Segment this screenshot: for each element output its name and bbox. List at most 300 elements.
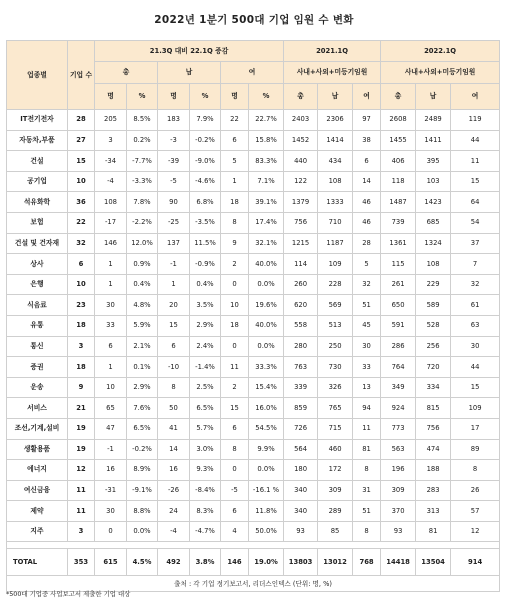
y2021-total: 763 xyxy=(284,357,318,378)
y2021-female: 5 xyxy=(353,254,381,275)
y2022-female: 61 xyxy=(451,295,500,316)
y2021-male: 1187 xyxy=(318,233,353,254)
company-count-cell: 11 xyxy=(68,480,95,501)
change-male-pct: -1.4% xyxy=(190,357,221,378)
y2021-male: 85 xyxy=(318,521,353,542)
industry-cell: 건설 및 건자재 xyxy=(7,233,68,254)
change-male-pct: 5.7% xyxy=(190,418,221,439)
y2022-male: 1423 xyxy=(416,192,451,213)
y2021-male: 289 xyxy=(318,501,353,522)
table-body xyxy=(7,110,500,542)
company-count-cell: 21 xyxy=(68,398,95,419)
y2021-total: 280 xyxy=(284,336,318,357)
table-row xyxy=(7,480,500,501)
change-female-count: 18 xyxy=(221,315,249,336)
y2022-male: 283 xyxy=(416,480,451,501)
y2021-female: 38 xyxy=(353,130,381,151)
y2022-male: 720 xyxy=(416,357,451,378)
change-female-pct: 7.1% xyxy=(249,171,284,192)
industry-cell: 여신금융 xyxy=(7,480,68,501)
y2021-female: 32 xyxy=(353,274,381,295)
change-female-count: 0 xyxy=(221,336,249,357)
change-female-pct: 54.5% xyxy=(249,418,284,439)
y2022-total: 309 xyxy=(381,480,416,501)
change-female-count: 8 xyxy=(221,212,249,233)
table-row xyxy=(7,192,500,213)
industry-cell: 통신 xyxy=(7,336,68,357)
y2022-female: 15 xyxy=(451,377,500,398)
change-female-count: 18 xyxy=(221,192,249,213)
change-total-pct: 6.5% xyxy=(127,418,158,439)
y2021-total: 340 xyxy=(284,501,318,522)
y2022-male: 474 xyxy=(416,439,451,460)
change-male-count: -3 xyxy=(158,130,190,151)
change-male-pct: 6.8% xyxy=(190,192,221,213)
change-total-pct: 8.5% xyxy=(127,110,158,131)
change-male-pct: 2.4% xyxy=(190,336,221,357)
change-male-pct: 8.3% xyxy=(190,501,221,522)
y2021-total: 339 xyxy=(284,377,318,398)
industry-cell: 자동차,부품 xyxy=(7,130,68,151)
y2022-male: 528 xyxy=(416,315,451,336)
y2022-female: 64 xyxy=(451,192,500,213)
y2021-male: 715 xyxy=(318,418,353,439)
industry-cell: 석유화학 xyxy=(7,192,68,213)
year-2022-sub-header: 사내+사외+미등기임원 xyxy=(381,62,500,84)
y2022-total: 764 xyxy=(381,357,416,378)
total-2021-total: 13803 xyxy=(284,549,318,576)
y2022-male: 1324 xyxy=(416,233,451,254)
y2021-female: 51 xyxy=(353,501,381,522)
change-male-count: 20 xyxy=(158,295,190,316)
change-total-pct: 4.8% xyxy=(127,295,158,316)
table-row xyxy=(7,151,500,172)
total-male-change-count: 492 xyxy=(158,549,190,576)
table-row xyxy=(7,233,500,254)
y2022-male: 815 xyxy=(416,398,451,419)
change-female-count: 15 xyxy=(221,398,249,419)
y2022-total: 2608 xyxy=(381,110,416,131)
change-female-pct: 16.0% xyxy=(249,398,284,419)
company-count-cell: 18 xyxy=(68,315,95,336)
industry-cell: 생활용품 xyxy=(7,439,68,460)
change-total-pct: 0.0% xyxy=(127,521,158,542)
executive-table xyxy=(6,40,500,592)
y2022-total: 286 xyxy=(381,336,416,357)
company-count-cell: 10 xyxy=(68,171,95,192)
change-male-count: 14 xyxy=(158,439,190,460)
industry-cell: IT전기전자 xyxy=(7,110,68,131)
y2021-male: 1414 xyxy=(318,130,353,151)
change-group-header: 21.3Q 대비 22.1Q 증감 xyxy=(95,41,284,62)
company-count-cell: 28 xyxy=(68,110,95,131)
table-row xyxy=(7,418,500,439)
y2022-total: 1487 xyxy=(381,192,416,213)
y2022-total: 650 xyxy=(381,295,416,316)
industry-cell: 상사 xyxy=(7,254,68,275)
change-total-pct: -0.2% xyxy=(127,439,158,460)
spacer-cell xyxy=(7,542,500,549)
change-total-count: 10 xyxy=(95,377,127,398)
total-change-count: 615 xyxy=(95,549,127,576)
y2022-total: 93 xyxy=(381,521,416,542)
change-total-pct: 8.8% xyxy=(127,501,158,522)
change-total-count: 1 xyxy=(95,357,127,378)
y2021-total: 1215 xyxy=(284,233,318,254)
change-male-pct: 9.3% xyxy=(190,460,221,481)
y2021-male: 460 xyxy=(318,439,353,460)
y2022-female: 30 xyxy=(451,336,500,357)
col-male-pct: % xyxy=(190,84,221,110)
total-male-change-pct: 3.8% xyxy=(190,549,221,576)
change-total-count: -34 xyxy=(95,151,127,172)
y2022-male: 81 xyxy=(416,521,451,542)
change-male-count: -26 xyxy=(158,480,190,501)
y2021-female: 14 xyxy=(353,171,381,192)
change-male-pct: -3.5% xyxy=(190,212,221,233)
change-female-count: 9 xyxy=(221,233,249,254)
y2022-female: 11 xyxy=(451,151,500,172)
change-male-pct: 0.4% xyxy=(190,274,221,295)
table-row xyxy=(7,501,500,522)
table-row xyxy=(7,357,500,378)
y2022-male: 756 xyxy=(416,418,451,439)
y2022-male: 395 xyxy=(416,151,451,172)
change-total-count: 205 xyxy=(95,110,127,131)
y2022-female: 119 xyxy=(451,110,500,131)
y2021-female: 45 xyxy=(353,315,381,336)
change-total-count: 1 xyxy=(95,274,127,295)
y2022-female: 17 xyxy=(451,418,500,439)
y2022-male: 313 xyxy=(416,501,451,522)
footnote: *500대 기업중 사업보고서 제출한 기업 대상 xyxy=(6,590,131,598)
change-female-pct: 83.3% xyxy=(249,151,284,172)
table-row xyxy=(7,439,500,460)
y2022-male: 188 xyxy=(416,460,451,481)
y2022-male: 229 xyxy=(416,274,451,295)
y2022-female: 12 xyxy=(451,521,500,542)
change-female-pct: 9.9% xyxy=(249,439,284,460)
change-male-count: 15 xyxy=(158,315,190,336)
change-female-header: 여 xyxy=(221,62,284,84)
y2022-female: 109 xyxy=(451,398,500,419)
y2022-female: 7 xyxy=(451,254,500,275)
y2021-male: 108 xyxy=(318,171,353,192)
company-count-cell: 11 xyxy=(68,501,95,522)
change-female-count: 10 xyxy=(221,295,249,316)
change-total-count: -4 xyxy=(95,171,127,192)
col-2021-total: 총 xyxy=(284,84,318,110)
change-total-count: 47 xyxy=(95,418,127,439)
col-total-count: 명 xyxy=(95,84,127,110)
y2021-total: 114 xyxy=(284,254,318,275)
y2021-total: 756 xyxy=(284,212,318,233)
col-total-pct: % xyxy=(127,84,158,110)
company-count-cell: 15 xyxy=(68,151,95,172)
company-count-cell: 12 xyxy=(68,460,95,481)
change-female-count: 4 xyxy=(221,521,249,542)
change-female-pct: 22.7% xyxy=(249,110,284,131)
y2021-female: 8 xyxy=(353,521,381,542)
page-title: 2022년 1분기 500대 기업 임원 수 변화 xyxy=(154,14,354,26)
change-female-pct: 0.0% xyxy=(249,274,284,295)
y2021-male: 172 xyxy=(318,460,353,481)
col-2022-total: 총 xyxy=(381,84,416,110)
y2022-female: 57 xyxy=(451,501,500,522)
y2021-female: 13 xyxy=(353,377,381,398)
change-male-pct: -8.4% xyxy=(190,480,221,501)
change-male-count: 183 xyxy=(158,110,190,131)
change-total-pct: 0.1% xyxy=(127,357,158,378)
change-male-count: 16 xyxy=(158,460,190,481)
change-male-count: 50 xyxy=(158,398,190,419)
change-female-pct: 32.1% xyxy=(249,233,284,254)
y2021-male: 434 xyxy=(318,151,353,172)
industry-cell: 은행 xyxy=(7,274,68,295)
y2022-total: 924 xyxy=(381,398,416,419)
y2022-female: 44 xyxy=(451,357,500,378)
change-female-pct: 33.3% xyxy=(249,357,284,378)
company-count-cell: 10 xyxy=(68,274,95,295)
change-total-pct: 7.6% xyxy=(127,398,158,419)
total-2021-male: 13012 xyxy=(318,549,353,576)
y2021-female: 28 xyxy=(353,233,381,254)
change-total-count: 1 xyxy=(95,254,127,275)
y2021-total: 93 xyxy=(284,521,318,542)
y2022-total: 1361 xyxy=(381,233,416,254)
y2022-male: 2489 xyxy=(416,110,451,131)
change-female-count: 0 xyxy=(221,460,249,481)
change-female-count: 6 xyxy=(221,418,249,439)
change-female-pct: 15.4% xyxy=(249,377,284,398)
change-male-pct: 11.5% xyxy=(190,233,221,254)
y2021-male: 765 xyxy=(318,398,353,419)
y2021-male: 710 xyxy=(318,212,353,233)
change-total-pct: 7.8% xyxy=(127,192,158,213)
company-count-header: 기업 수 xyxy=(68,41,95,110)
y2021-female: 46 xyxy=(353,212,381,233)
change-male-count: -4 xyxy=(158,521,190,542)
y2022-total: 118 xyxy=(381,171,416,192)
col-2022-female: 여 xyxy=(451,84,500,110)
y2021-total: 340 xyxy=(284,480,318,501)
total-row xyxy=(7,549,500,576)
total-2021-female: 768 xyxy=(353,549,381,576)
company-count-cell: 18 xyxy=(68,357,95,378)
change-total-count: 65 xyxy=(95,398,127,419)
y2021-total: 1452 xyxy=(284,130,318,151)
y2022-male: 589 xyxy=(416,295,451,316)
change-female-count: 5 xyxy=(221,151,249,172)
col-2021-female: 여 xyxy=(353,84,381,110)
y2021-female: 8 xyxy=(353,460,381,481)
industry-header: 업종별 xyxy=(7,41,68,110)
change-male-count: 24 xyxy=(158,501,190,522)
industry-cell: 증권 xyxy=(7,357,68,378)
table-row xyxy=(7,398,500,419)
change-total-pct: 8.9% xyxy=(127,460,158,481)
change-male-count: -1 xyxy=(158,254,190,275)
table-row xyxy=(7,377,500,398)
change-total-count: 30 xyxy=(95,295,127,316)
y2022-total: 349 xyxy=(381,377,416,398)
change-female-pct: 0.0% xyxy=(249,460,284,481)
table-row xyxy=(7,336,500,357)
company-count-cell: 22 xyxy=(68,212,95,233)
total-2022-male: 13504 xyxy=(416,549,451,576)
table-row xyxy=(7,315,500,336)
change-total-count: -17 xyxy=(95,212,127,233)
y2021-total: 122 xyxy=(284,171,318,192)
change-male-header: 남 xyxy=(158,62,221,84)
change-total-count: 146 xyxy=(95,233,127,254)
y2021-male: 1333 xyxy=(318,192,353,213)
year-2021-sub-header: 사내+사외+미등기임원 xyxy=(284,62,381,84)
change-female-pct: 40.0% xyxy=(249,315,284,336)
change-male-pct: 2.9% xyxy=(190,315,221,336)
y2022-female: 26 xyxy=(451,480,500,501)
col-male-count: 명 xyxy=(158,84,190,110)
y2021-male: 250 xyxy=(318,336,353,357)
y2021-male: 2306 xyxy=(318,110,353,131)
company-count-cell: 9 xyxy=(68,377,95,398)
change-female-count: 22 xyxy=(221,110,249,131)
change-total-count: 108 xyxy=(95,192,127,213)
y2021-female: 94 xyxy=(353,398,381,419)
y2022-male: 256 xyxy=(416,336,451,357)
change-female-count: 2 xyxy=(221,377,249,398)
header-row-group xyxy=(7,41,500,62)
change-female-pct: 17.4% xyxy=(249,212,284,233)
col-female-pct: % xyxy=(249,84,284,110)
y2021-female: 31 xyxy=(353,480,381,501)
change-female-count: 0 xyxy=(221,274,249,295)
y2021-female: 30 xyxy=(353,336,381,357)
y2022-total: 1455 xyxy=(381,130,416,151)
total-companies: 353 xyxy=(68,549,95,576)
change-female-pct: 40.0% xyxy=(249,254,284,275)
y2021-male: 569 xyxy=(318,295,353,316)
change-total-count: 16 xyxy=(95,460,127,481)
y2022-male: 108 xyxy=(416,254,451,275)
y2021-total: 440 xyxy=(284,151,318,172)
change-total-count: 3 xyxy=(95,130,127,151)
y2021-female: 51 xyxy=(353,295,381,316)
y2021-female: 46 xyxy=(353,192,381,213)
change-male-pct: -0.2% xyxy=(190,130,221,151)
y2021-total: 726 xyxy=(284,418,318,439)
table-row xyxy=(7,274,500,295)
y2022-female: 37 xyxy=(451,233,500,254)
change-male-pct: -9.0% xyxy=(190,151,221,172)
col-female-count: 명 xyxy=(221,84,249,110)
table-row xyxy=(7,254,500,275)
y2022-female: 63 xyxy=(451,315,500,336)
change-total-count: 30 xyxy=(95,501,127,522)
y2022-male: 334 xyxy=(416,377,451,398)
industry-cell: 지주 xyxy=(7,521,68,542)
y2022-female: 89 xyxy=(451,439,500,460)
change-male-pct: 3.0% xyxy=(190,439,221,460)
y2022-total: 773 xyxy=(381,418,416,439)
company-count-cell: 6 xyxy=(68,254,95,275)
y2021-total: 180 xyxy=(284,460,318,481)
change-total-pct: 5.9% xyxy=(127,315,158,336)
change-total-pct: 2.9% xyxy=(127,377,158,398)
company-count-cell: 32 xyxy=(68,233,95,254)
company-count-cell: 36 xyxy=(68,192,95,213)
industry-cell: 건설 xyxy=(7,151,68,172)
change-total-pct: 2.1% xyxy=(127,336,158,357)
company-count-cell: 19 xyxy=(68,439,95,460)
change-total-count: 6 xyxy=(95,336,127,357)
company-count-cell: 27 xyxy=(68,130,95,151)
change-female-count: 1 xyxy=(221,171,249,192)
y2022-total: 563 xyxy=(381,439,416,460)
y2021-male: 109 xyxy=(318,254,353,275)
change-male-pct: 2.5% xyxy=(190,377,221,398)
y2021-total: 564 xyxy=(284,439,318,460)
y2022-total: 370 xyxy=(381,501,416,522)
change-female-count: 2 xyxy=(221,254,249,275)
y2021-male: 513 xyxy=(318,315,353,336)
y2022-total: 261 xyxy=(381,274,416,295)
company-count-cell: 23 xyxy=(68,295,95,316)
y2022-female: 54 xyxy=(451,212,500,233)
y2021-female: 81 xyxy=(353,439,381,460)
company-count-cell: 3 xyxy=(68,336,95,357)
y2021-female: 6 xyxy=(353,151,381,172)
change-male-count: 1 xyxy=(158,274,190,295)
change-male-pct: -4.6% xyxy=(190,171,221,192)
change-male-count: -39 xyxy=(158,151,190,172)
change-female-pct: 39.1% xyxy=(249,192,284,213)
year-2021-header: 2021.1Q xyxy=(284,41,381,62)
change-female-count: 8 xyxy=(221,439,249,460)
y2021-total: 2403 xyxy=(284,110,318,131)
y2021-male: 309 xyxy=(318,480,353,501)
change-male-count: 6 xyxy=(158,336,190,357)
change-male-count: 90 xyxy=(158,192,190,213)
change-male-pct: -4.7% xyxy=(190,521,221,542)
change-male-count: -10 xyxy=(158,357,190,378)
table-row xyxy=(7,110,500,131)
industry-cell: 조선,기계,설비 xyxy=(7,418,68,439)
industry-cell: 서비스 xyxy=(7,398,68,419)
y2021-total: 558 xyxy=(284,315,318,336)
y2021-male: 326 xyxy=(318,377,353,398)
industry-cell: 제약 xyxy=(7,501,68,522)
table-row xyxy=(7,212,500,233)
y2022-female: 8 xyxy=(451,460,500,481)
y2022-female: 44 xyxy=(451,130,500,151)
y2021-total: 620 xyxy=(284,295,318,316)
col-2021-male: 남 xyxy=(318,84,353,110)
y2022-male: 685 xyxy=(416,212,451,233)
change-male-pct: 6.5% xyxy=(190,398,221,419)
y2021-total: 1379 xyxy=(284,192,318,213)
change-total-pct: -3.3% xyxy=(127,171,158,192)
total-female-change-pct: 19.0% xyxy=(249,549,284,576)
y2021-male: 228 xyxy=(318,274,353,295)
change-female-pct: 50.0% xyxy=(249,521,284,542)
change-female-count: -5 xyxy=(221,480,249,501)
change-female-count: 11 xyxy=(221,357,249,378)
change-total-count: -1 xyxy=(95,439,127,460)
table-row xyxy=(7,521,500,542)
industry-cell: 운송 xyxy=(7,377,68,398)
change-female-count: 6 xyxy=(221,130,249,151)
